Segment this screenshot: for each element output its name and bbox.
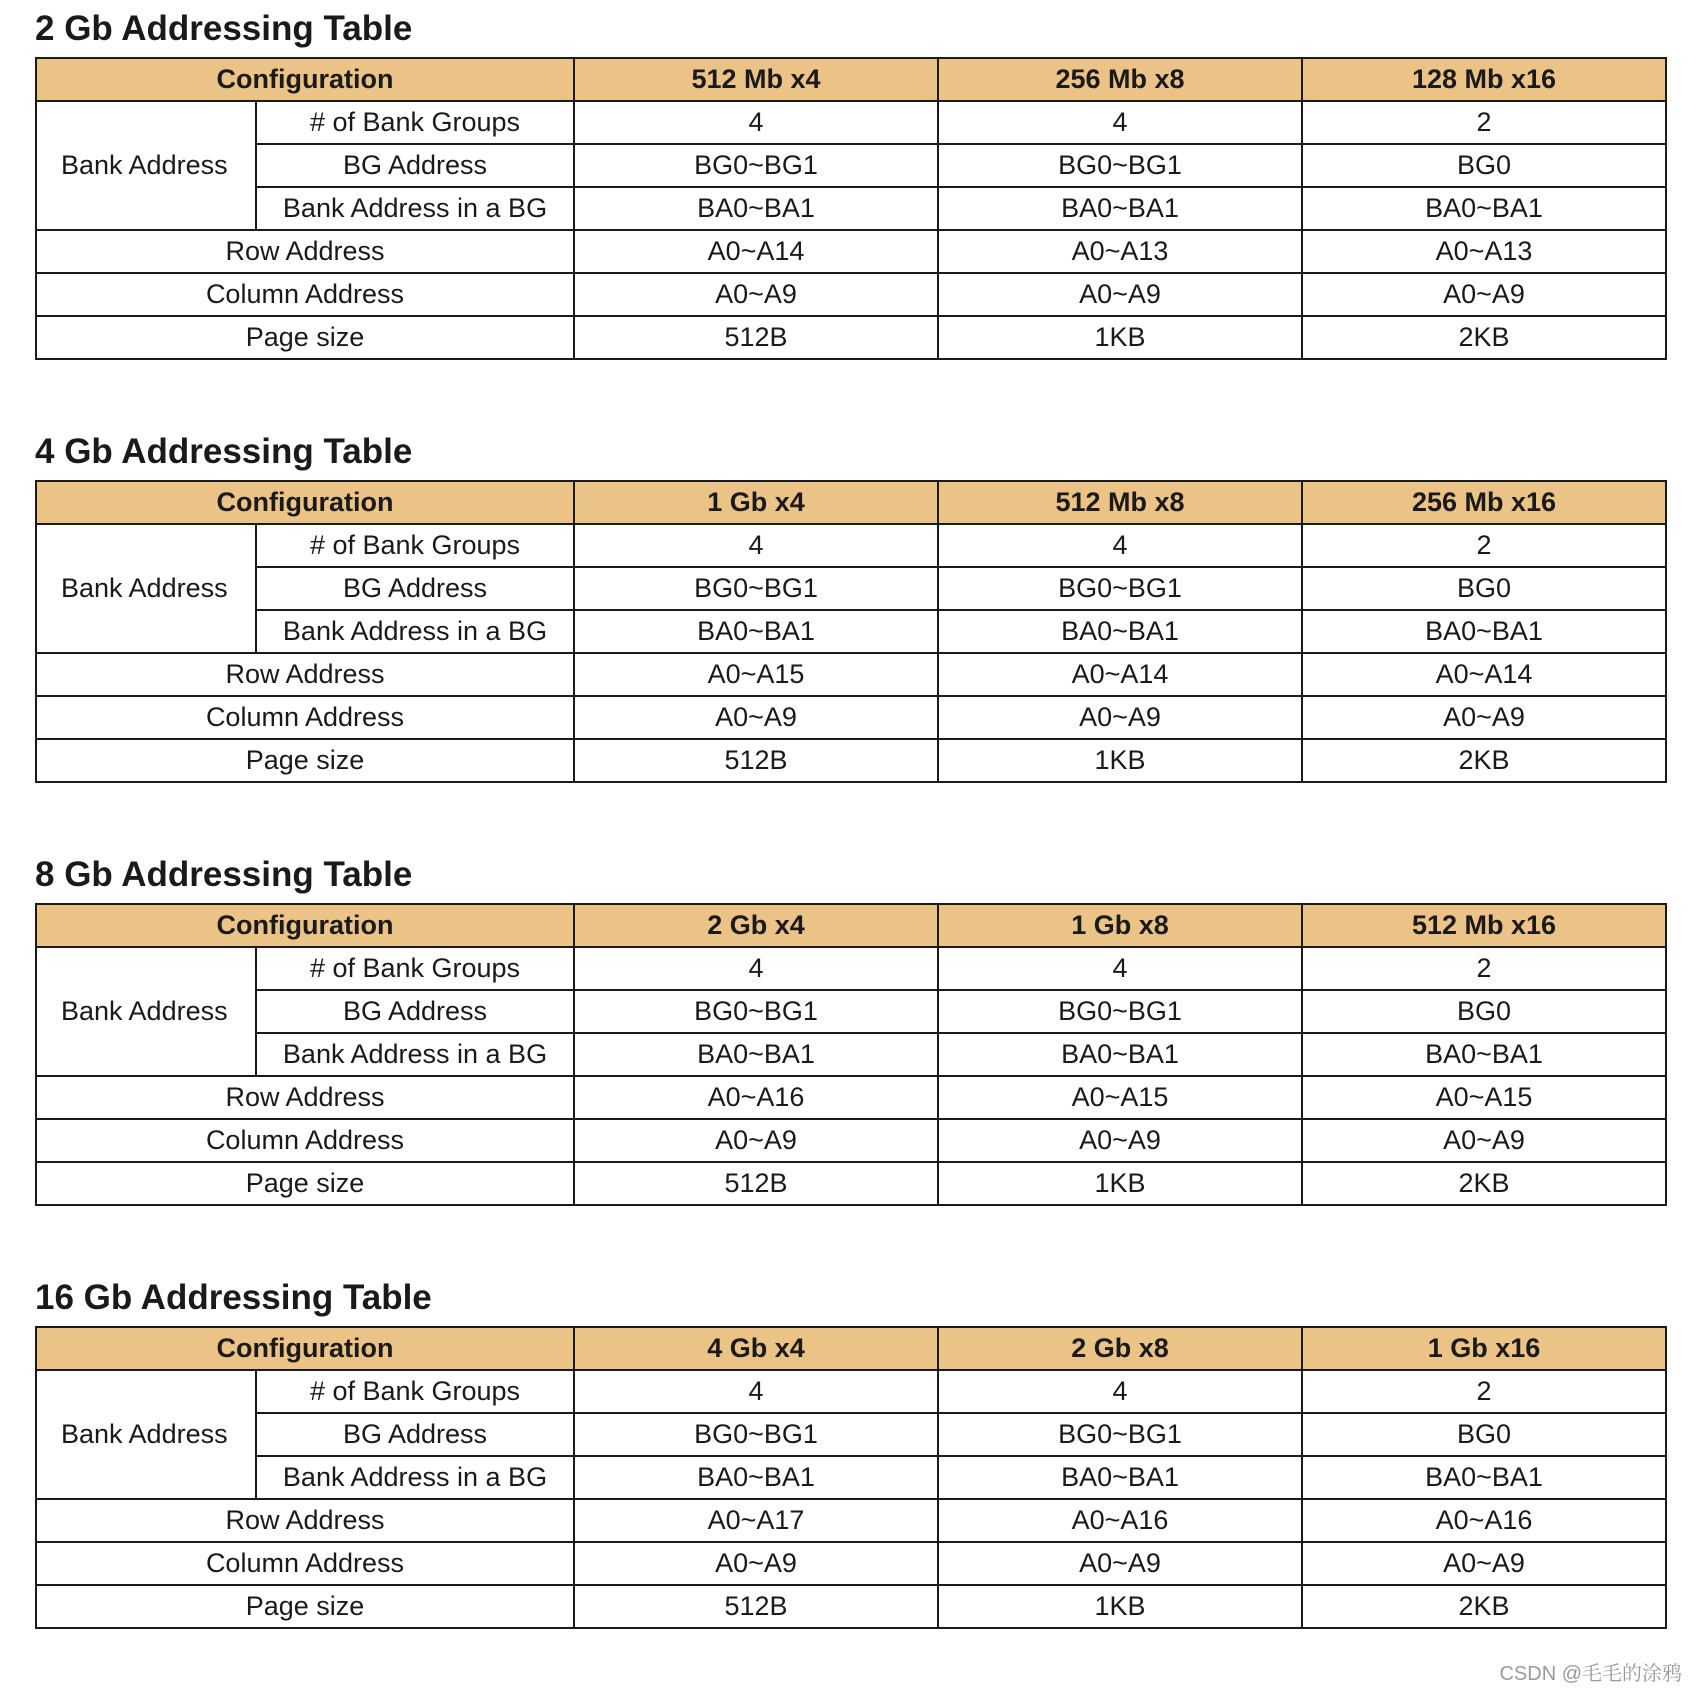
table-cell: A0~A9 <box>938 696 1302 739</box>
config-column-header: 1 Gb x8 <box>938 904 1302 947</box>
row-label: BG Address <box>256 1413 574 1456</box>
table-cell: 2KB <box>1302 316 1666 359</box>
bank-groups-row <box>36 101 1666 144</box>
table-cell: A0~A13 <box>938 230 1302 273</box>
header-row <box>36 1327 1666 1370</box>
row-label: # of Bank Groups <box>256 1370 574 1413</box>
row-label: Column Address <box>36 273 574 316</box>
config-header: Configuration <box>36 1327 574 1370</box>
table-cell: 2KB <box>1302 1585 1666 1628</box>
row-label: Row Address <box>36 230 574 273</box>
addressing-section <box>35 846 1665 1206</box>
table-cell: A0~A14 <box>574 230 938 273</box>
table-cell: A0~A9 <box>938 1542 1302 1585</box>
config-column-header: 4 Gb x4 <box>574 1327 938 1370</box>
config-column-header: 1 Gb x4 <box>574 481 938 524</box>
row-address-row <box>36 1076 1666 1119</box>
table-cell: A0~A9 <box>1302 1119 1666 1162</box>
row-label: Column Address <box>36 1119 574 1162</box>
table-cell: 4 <box>938 524 1302 567</box>
config-column-header: 256 Mb x8 <box>938 58 1302 101</box>
table-cell: 2 <box>1302 524 1666 567</box>
config-header: Configuration <box>36 58 574 101</box>
header-row <box>36 58 1666 101</box>
table-cell: BG0~BG1 <box>574 1413 938 1456</box>
config-column-header: 128 Mb x16 <box>1302 58 1666 101</box>
bank-in-bg-row <box>36 1456 1666 1499</box>
row-label: Row Address <box>36 1499 574 1542</box>
table-cell: A0~A9 <box>574 273 938 316</box>
table-cell: 1KB <box>938 1162 1302 1205</box>
row-label: Page size <box>36 316 574 359</box>
bank-address-label: Bank Address <box>36 101 256 230</box>
column-address-row <box>36 1119 1666 1162</box>
column-address-row <box>36 273 1666 316</box>
table-cell: 4 <box>574 1370 938 1413</box>
row-label: # of Bank Groups <box>256 524 574 567</box>
table-cell: A0~A9 <box>938 273 1302 316</box>
table-cell: BA0~BA1 <box>574 187 938 230</box>
addressing-table <box>35 1326 1667 1629</box>
bank-in-bg-row <box>36 1033 1666 1076</box>
table-title: 2 Gb Addressing Table <box>35 9 413 48</box>
config-column-header: 2 Gb x8 <box>938 1327 1302 1370</box>
config-column-header: 256 Mb x16 <box>1302 481 1666 524</box>
table-cell: 4 <box>574 947 938 990</box>
config-column-header: 512 Mb x16 <box>1302 904 1666 947</box>
table-cell: 2KB <box>1302 739 1666 782</box>
row-label: Page size <box>36 739 574 782</box>
row-label: BG Address <box>256 990 574 1033</box>
row-label: Bank Address in a BG <box>256 1033 574 1076</box>
page-size-row <box>36 739 1666 782</box>
table-cell: A0~A9 <box>574 1119 938 1162</box>
table-title: 16 Gb Addressing Table <box>35 1278 432 1317</box>
row-address-row <box>36 230 1666 273</box>
table-cell: BG0~BG1 <box>938 990 1302 1033</box>
table-cell: 512B <box>574 316 938 359</box>
config-column-header: 512 Mb x8 <box>938 481 1302 524</box>
table-cell: A0~A15 <box>1302 1076 1666 1119</box>
row-label: Page size <box>36 1585 574 1628</box>
config-header: Configuration <box>36 904 574 947</box>
addressing-section <box>35 1269 1665 1629</box>
table-title: 4 Gb Addressing Table <box>35 432 413 471</box>
table-cell: 2KB <box>1302 1162 1666 1205</box>
bank-in-bg-row <box>36 187 1666 230</box>
watermark: CSDN @毛毛的涂鸦 <box>1499 1663 1682 1685</box>
table-cell: BG0~BG1 <box>938 144 1302 187</box>
table-cell: BG0 <box>1302 990 1666 1033</box>
row-label: Bank Address in a BG <box>256 1456 574 1499</box>
page-size-row <box>36 1585 1666 1628</box>
table-cell: BA0~BA1 <box>574 610 938 653</box>
table-cell: 4 <box>938 1370 1302 1413</box>
bg-address-row <box>36 990 1666 1033</box>
bank-in-bg-row <box>36 610 1666 653</box>
config-column-header: 2 Gb x4 <box>574 904 938 947</box>
page-size-row <box>36 1162 1666 1205</box>
table-cell: BG0~BG1 <box>938 567 1302 610</box>
table-cell: A0~A15 <box>574 653 938 696</box>
row-label: BG Address <box>256 144 574 187</box>
row-label: # of Bank Groups <box>256 101 574 144</box>
row-label: # of Bank Groups <box>256 947 574 990</box>
bank-address-label: Bank Address <box>36 1370 256 1499</box>
table-cell: A0~A9 <box>1302 273 1666 316</box>
table-cell: BA0~BA1 <box>938 187 1302 230</box>
bank-groups-row <box>36 524 1666 567</box>
table-cell: BG0 <box>1302 1413 1666 1456</box>
table-cell: A0~A15 <box>938 1076 1302 1119</box>
row-label: Row Address <box>36 1076 574 1119</box>
table-cell: BA0~BA1 <box>1302 1456 1666 1499</box>
table-cell: 1KB <box>938 316 1302 359</box>
table-cell: A0~A17 <box>574 1499 938 1542</box>
table-cell: A0~A13 <box>1302 230 1666 273</box>
addressing-table <box>35 57 1667 360</box>
table-cell: BG0~BG1 <box>574 990 938 1033</box>
config-column-header: 1 Gb x16 <box>1302 1327 1666 1370</box>
table-cell: A0~A9 <box>938 1119 1302 1162</box>
column-address-row <box>36 1542 1666 1585</box>
column-address-row <box>36 696 1666 739</box>
addressing-tables <box>35 0 1665 1692</box>
bg-address-row <box>36 144 1666 187</box>
table-title: 8 Gb Addressing Table <box>35 855 413 894</box>
table-cell: 4 <box>938 947 1302 990</box>
table-cell: 2 <box>1302 1370 1666 1413</box>
bg-address-row <box>36 1413 1666 1456</box>
table-cell: 4 <box>574 101 938 144</box>
table-cell: A0~A14 <box>1302 653 1666 696</box>
table-cell: BG0 <box>1302 567 1666 610</box>
addressing-table <box>35 903 1667 1206</box>
row-label: Page size <box>36 1162 574 1205</box>
row-label: Row Address <box>36 653 574 696</box>
bank-groups-row <box>36 1370 1666 1413</box>
config-column-header: 512 Mb x4 <box>574 58 938 101</box>
table-cell: BA0~BA1 <box>1302 610 1666 653</box>
table-cell: BA0~BA1 <box>574 1033 938 1076</box>
page-size-row <box>36 316 1666 359</box>
table-cell: 1KB <box>938 739 1302 782</box>
header-row <box>36 904 1666 947</box>
table-cell: 512B <box>574 1585 938 1628</box>
bank-groups-row <box>36 947 1666 990</box>
row-address-row <box>36 1499 1666 1542</box>
table-cell: BG0~BG1 <box>938 1413 1302 1456</box>
table-cell: A0~A9 <box>1302 1542 1666 1585</box>
addressing-table <box>35 480 1667 783</box>
table-cell: BA0~BA1 <box>1302 187 1666 230</box>
row-label: Column Address <box>36 696 574 739</box>
table-cell: 1KB <box>938 1585 1302 1628</box>
row-label: Column Address <box>36 1542 574 1585</box>
table-cell: 512B <box>574 739 938 782</box>
table-cell: BG0~BG1 <box>574 567 938 610</box>
table-cell: A0~A9 <box>574 1542 938 1585</box>
table-cell: 4 <box>574 524 938 567</box>
table-cell: BA0~BA1 <box>938 610 1302 653</box>
header-row <box>36 481 1666 524</box>
table-cell: 2 <box>1302 101 1666 144</box>
table-cell: A0~A14 <box>938 653 1302 696</box>
row-label: BG Address <box>256 567 574 610</box>
table-cell: A0~A16 <box>574 1076 938 1119</box>
table-cell: A0~A9 <box>574 696 938 739</box>
config-header: Configuration <box>36 481 574 524</box>
table-cell: BG0~BG1 <box>574 144 938 187</box>
table-cell: 4 <box>938 101 1302 144</box>
table-cell: 512B <box>574 1162 938 1205</box>
table-cell: BA0~BA1 <box>938 1456 1302 1499</box>
table-cell: BG0 <box>1302 144 1666 187</box>
row-label: Bank Address in a BG <box>256 187 574 230</box>
row-label: Bank Address in a BG <box>256 610 574 653</box>
table-cell: BA0~BA1 <box>574 1456 938 1499</box>
bank-address-label: Bank Address <box>36 524 256 653</box>
table-cell: BA0~BA1 <box>1302 1033 1666 1076</box>
addressing-section <box>35 0 1665 360</box>
row-address-row <box>36 653 1666 696</box>
table-cell: BA0~BA1 <box>938 1033 1302 1076</box>
addressing-section <box>35 423 1665 783</box>
table-cell: A0~A16 <box>1302 1499 1666 1542</box>
table-cell: A0~A16 <box>938 1499 1302 1542</box>
table-cell: A0~A9 <box>1302 696 1666 739</box>
bg-address-row <box>36 567 1666 610</box>
table-cell: 2 <box>1302 947 1666 990</box>
bank-address-label: Bank Address <box>36 947 256 1076</box>
